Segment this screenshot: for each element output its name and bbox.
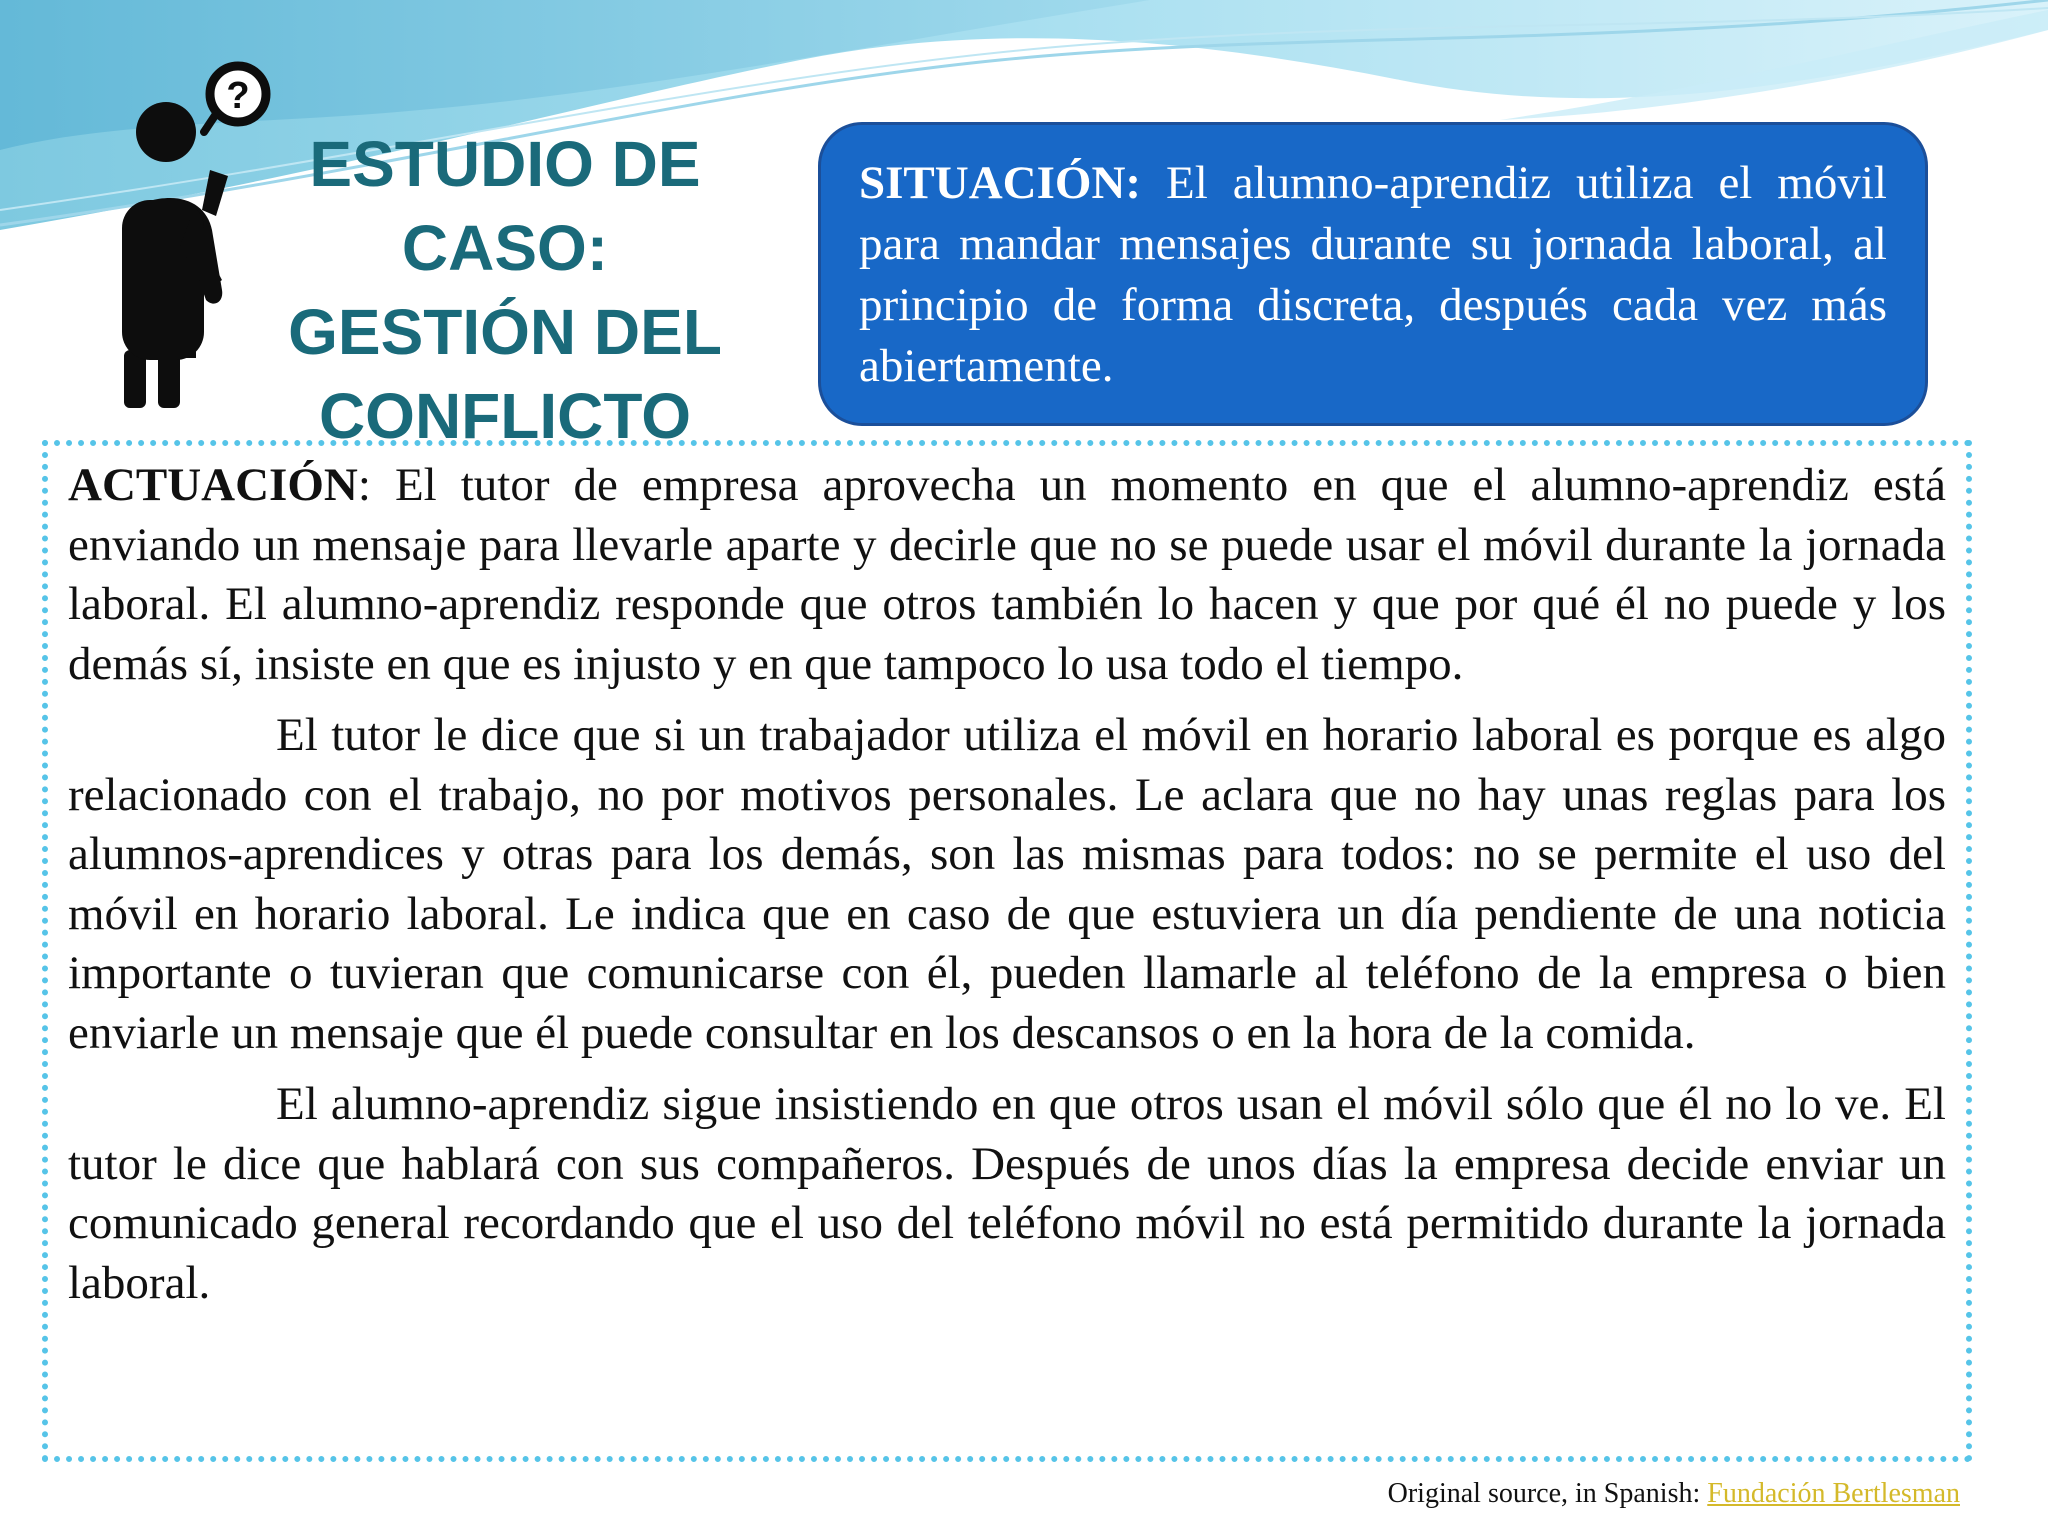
- action-paragraph-1-text: : El tutor de empresa aprovecha un momento en que el alumno-aprendiz está enviando un mensaje para llevarle aparte y decirle que no se puede usar el móvil durante la jornada laboral. El alumno-aprendiz responde que otros también lo hacen y que por qué él no puede y los demás sí, insiste en que es injusto y en que tampoco lo usa todo el tiempo.: [68, 459, 1946, 690]
- source-prefix: Original source, in Spanish:: [1387, 1478, 1708, 1509]
- svg-text:?: ?: [226, 75, 250, 117]
- action-box: [42, 440, 1972, 1462]
- action-paragraph-1: [68, 456, 1946, 694]
- title-line-3: CONFLICTO: [318, 380, 692, 452]
- page-title: [215, 122, 795, 458]
- situation-label: SITUACIÓN:: [859, 157, 1142, 209]
- situation-text: El alumno-aprendiz utiliza el móvil para mandar mensajes durante su jornada laboral, al principio de forma discreta, después cada vez más abiertamente.: [859, 157, 1887, 392]
- title-line-1: ESTUDIO DE CASO:: [309, 128, 701, 284]
- action-paragraph-3: El alumno-aprendiz sigue insistiendo en que otros usan el móvil sólo que él no lo ve. El tutor le dice que hablará con sus compañeros. Después de unos días la empresa decide enviar un comunicado general recordando que el uso del teléfono móvil no está permitido durante la jornada laboral.: [68, 1078, 1946, 1309]
- action-paragraph-2: El tutor le dice que si un trabajador utiliza el móvil en horario laboral es porque es algo relacionado con el trabajo, no por motivos personales. Le aclara que no hay unas reglas para los alumnos-aprendices y otras para los demás, son las mismas para todos: no se permite el uso del móvil en horario laboral. Le indica que en caso de que estuviera un día pendiente de una noticia importante o tuvieran que comunicarse con él, pueden llamarle al teléfono de la empresa o bien enviarle un mensaje que él puede consultar en los descansos o en la hora de la comida.: [68, 709, 1946, 1059]
- title-line-2: GESTIÓN DEL: [288, 296, 722, 368]
- source-link[interactable]: Fundación Bertlesman: [1707, 1478, 1960, 1509]
- source-citation: [1388, 1476, 1960, 1512]
- situation-box: [818, 122, 1928, 426]
- action-label: ACTUACIÓN: [68, 459, 358, 511]
